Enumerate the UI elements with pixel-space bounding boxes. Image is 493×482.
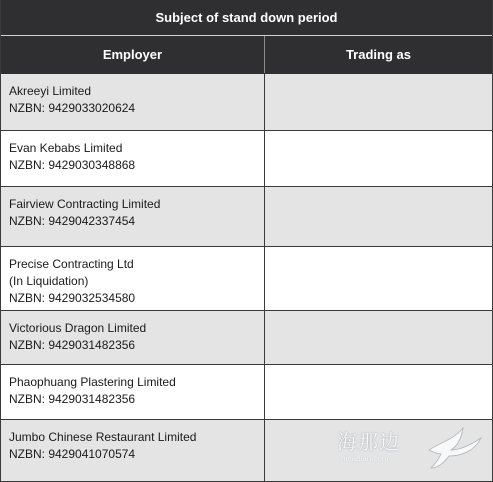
trading-as-column-header: Trading as xyxy=(345,47,411,62)
employer-nzbn: NZBN: 9429041070574 xyxy=(9,447,136,461)
table-row xyxy=(1,420,492,482)
employer-cell xyxy=(1,311,265,364)
employer-name-line: Victorious Dragon Limited xyxy=(9,321,147,335)
trading-as-cell xyxy=(265,420,492,481)
trading-as-cell xyxy=(265,365,492,419)
table-row xyxy=(1,247,492,311)
trading-as-cell xyxy=(265,187,492,246)
trading-as-cell xyxy=(265,311,492,364)
watermark-text: 海那边 xyxy=(337,430,400,454)
employer-nzbn: NZBN: 9429042337454 xyxy=(9,214,136,228)
employer-name-line: Evan Kebabs Limited xyxy=(9,141,123,155)
employer-name-line: Akreeyi Limited xyxy=(9,84,92,98)
employer-name-line: Precise Contracting Ltd xyxy=(9,257,134,271)
table-row xyxy=(1,74,492,131)
trading-as-cell xyxy=(265,74,492,130)
employer-cell xyxy=(1,365,265,419)
employer-nzbn: NZBN: 9429031482356 xyxy=(9,338,136,352)
employer-cell xyxy=(1,187,265,246)
employer-nzbn: NZBN: 9429030348868 xyxy=(9,158,136,172)
table-row xyxy=(1,311,492,365)
employer-nzbn: NZBN: 9429032534580 xyxy=(9,291,136,305)
employer-cell xyxy=(1,420,265,481)
table-row xyxy=(1,131,492,187)
employer-nzbn: NZBN: 9429031482356 xyxy=(9,392,136,406)
employer-name-line: Fairview Contracting Limited xyxy=(9,197,161,211)
table-header-row xyxy=(1,36,492,74)
watermark-subtext: hinabian.com xyxy=(341,454,389,463)
trading-as-cell xyxy=(265,131,492,186)
table-row xyxy=(1,187,492,247)
employer-name-line: (In Liquidation) xyxy=(9,274,89,288)
employer-column-header: Employer xyxy=(1,36,265,73)
employer-cell xyxy=(1,74,265,130)
table-row xyxy=(1,365,492,420)
employer-cell xyxy=(1,131,265,186)
employer-name-line: Jumbo Chinese Restaurant Limited xyxy=(9,430,197,444)
employer-name-line: Phaophuang Plastering Limited xyxy=(9,375,176,389)
trading-as-cell xyxy=(265,247,492,310)
table-title: Subject of stand down period xyxy=(1,0,492,36)
employer-nzbn: NZBN: 9429033020624 xyxy=(9,101,136,115)
table-body xyxy=(1,74,492,482)
employer-cell xyxy=(1,247,265,310)
